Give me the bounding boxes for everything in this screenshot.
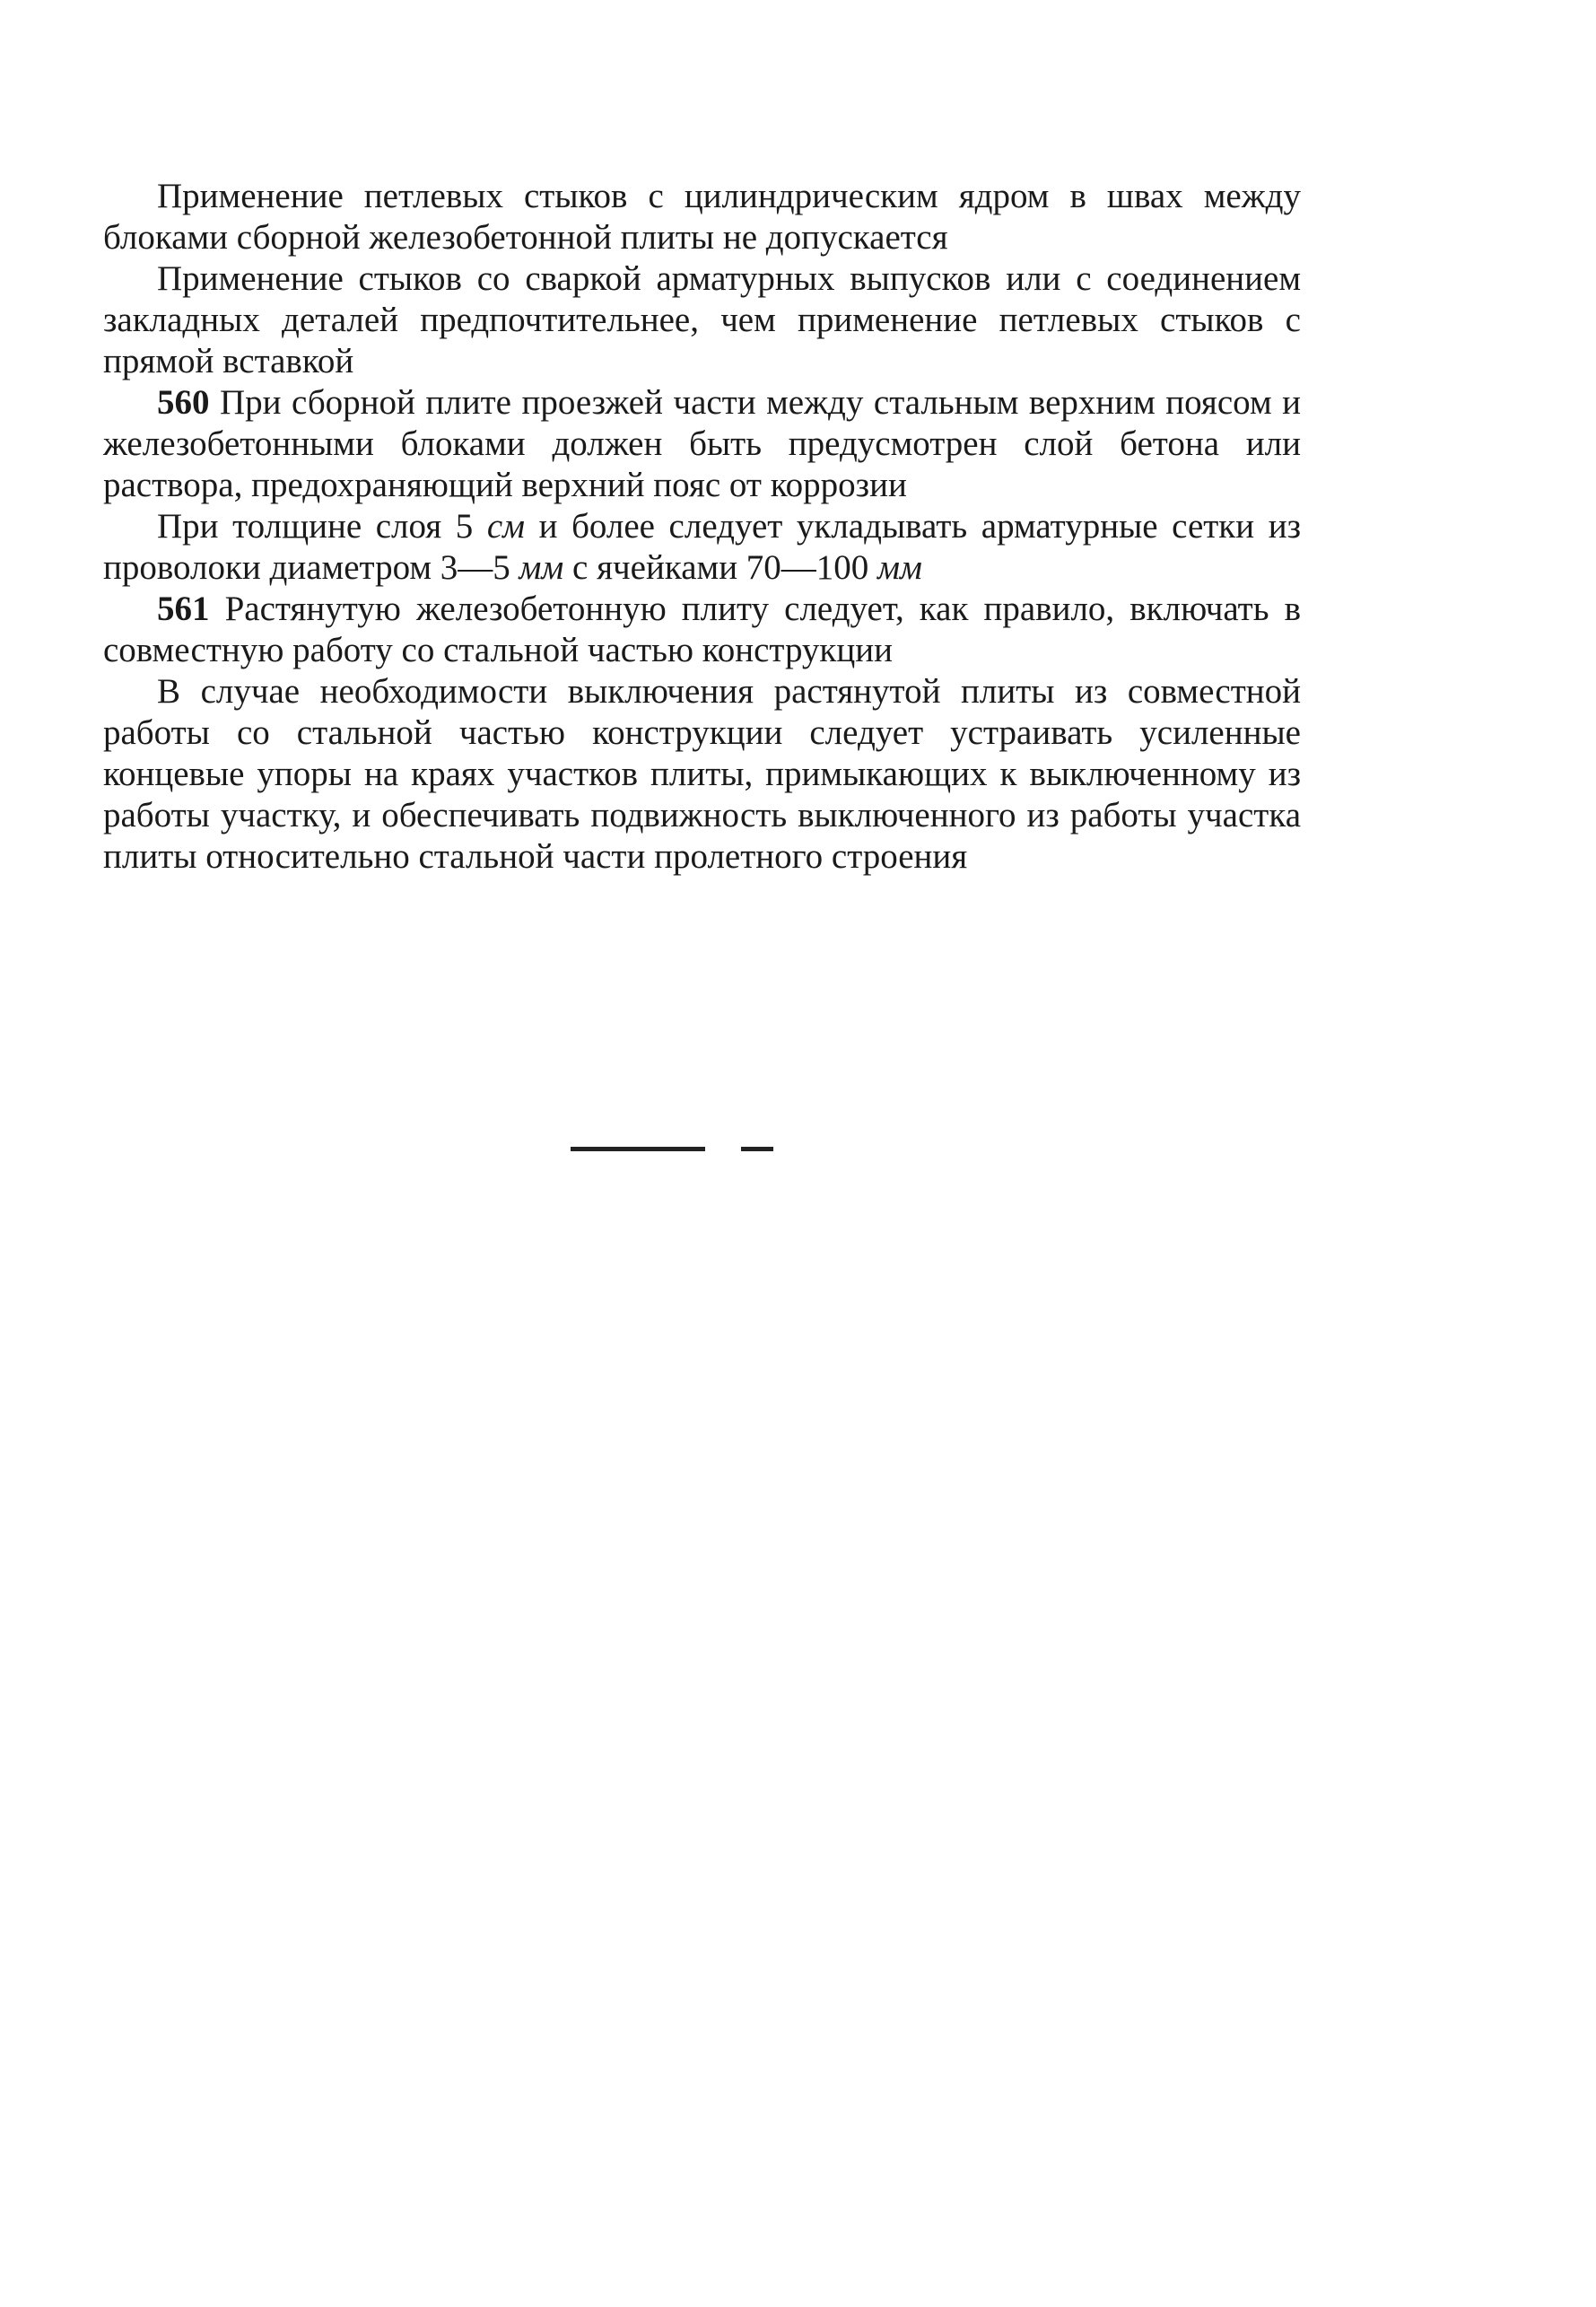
paragraph-loop-joints-prohibition — [103, 176, 1301, 258]
clause-number: 561 — [157, 590, 210, 628]
paragraph-561 — [103, 589, 1301, 671]
paragraph-disengagement — [103, 671, 1301, 878]
paragraph-text: Растянутую железобетонную плиту следует, как правило, включать в совместную работу со стальной частью конструкции — [103, 590, 1301, 669]
paragraph-text: При сборной плите проезжей части между стальным верхним поясом и железобетонными блоками должен быть предусмотрен слой бетона или раствора, предохраняющий верхний пояс от коррозии — [103, 383, 1301, 504]
paragraph-text: Применение стыков со сваркой арматурных выпусков или с соединением закладных деталей предпочтительнее, чем применение петлевых стыков с прямой вставкой — [103, 259, 1301, 380]
divider-dash — [571, 1147, 705, 1151]
unit-mm: мм — [877, 548, 922, 587]
paragraph-mesh-reinforcement — [103, 506, 1301, 589]
paragraph-text-part: и более следует укладывать арматурные сетки из проволоки диаметром 3—5 — [103, 507, 1301, 587]
paragraph-welded-joints-preference — [103, 258, 1301, 382]
body-text — [103, 176, 1301, 878]
paragraph-text: Применение петлевых стыков с цилиндрическим ядром в швах между блоками сборной железобетонной плиты не допускается — [103, 177, 1301, 257]
unit-cm: см — [486, 507, 526, 546]
paragraph-560 — [103, 382, 1301, 506]
clause-number: 560 — [157, 383, 210, 422]
paragraph-text-part: с ячейками 70—100 — [563, 548, 878, 587]
paragraph-text-part: При толщине слоя 5 — [157, 507, 487, 546]
paragraph-text: В случае необходимости выключения растянутой плиты из совместной работы со стальной частью конструкции следует устраивать усиленные концевые упоры на краях участков плиты, примыкающих к выключенному из работы участку, и обеспечивать подвижность выключенного из работы участка плиты относительно стальной части пролетного строения — [103, 672, 1301, 876]
end-of-section-divider — [571, 1143, 804, 1154]
divider-dash — [741, 1147, 773, 1151]
unit-mm: мм — [519, 548, 564, 587]
